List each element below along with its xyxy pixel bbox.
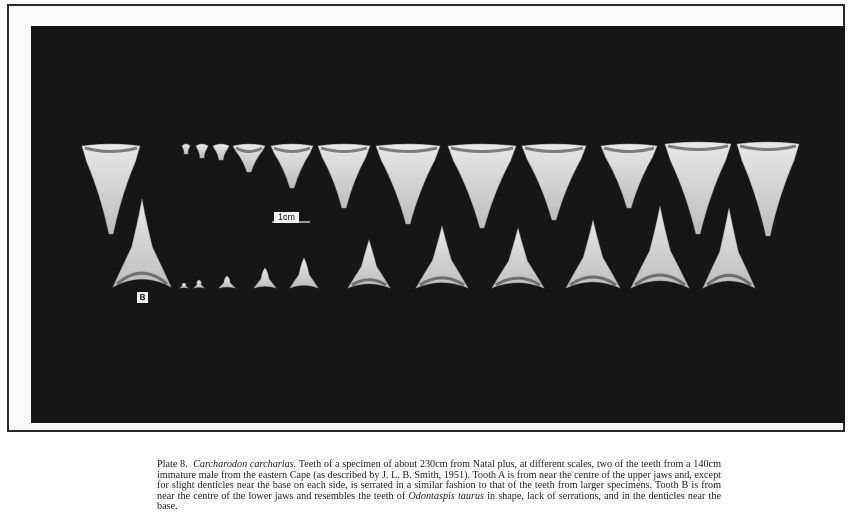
caption-species-2: Odontaspis taurus xyxy=(408,490,485,502)
lower-tooth xyxy=(219,276,235,288)
shark-teeth-photograph xyxy=(31,26,845,423)
upper-tooth xyxy=(318,144,370,208)
caption-lead: Plate 8. xyxy=(157,459,188,470)
tooth-b-tag: B xyxy=(137,292,148,303)
caption-text-1: Teeth of a specimen of about 230cm from Natal plus, at different scales, two of the teeth from a 140cm immature male from the eastern Cape (as described by J. L. B. Smith, 1951). Tooth A is from near the centre of the upper jaws and, except for slight denticles near the base on each side, is serrated in a similar fashion to that of the teeth from larger specimens. Tooth B is from near the centre of the lower jaws and resembles the teeth of xyxy=(157,459,721,502)
lower-jaw-teeth-row xyxy=(113,199,755,288)
lower-tooth xyxy=(254,268,276,288)
upper-tooth xyxy=(196,144,208,158)
upper-tooth xyxy=(213,144,229,160)
lower-tooth xyxy=(194,280,204,288)
upper-tooth xyxy=(737,142,799,236)
lower-tooth xyxy=(290,258,318,288)
lower-tooth xyxy=(180,283,188,288)
teeth-illustration xyxy=(31,26,845,423)
scale-label: 1cm xyxy=(274,212,299,223)
plate-frame xyxy=(7,4,845,432)
upper-tooth xyxy=(376,144,440,224)
upper-tooth xyxy=(601,144,657,208)
upper-tooth xyxy=(522,144,586,220)
caption-text-2: in shape, lack of serrations, and in the denticles near the base. xyxy=(157,490,722,513)
upper-tooth xyxy=(665,142,731,234)
figure-caption xyxy=(157,460,721,513)
upper-tooth xyxy=(182,144,190,154)
upper-tooth xyxy=(448,144,516,228)
upper-jaw-teeth-row xyxy=(82,142,799,236)
caption-species: Carcharodon carcharias. xyxy=(193,459,297,470)
tooth-a xyxy=(82,144,140,234)
